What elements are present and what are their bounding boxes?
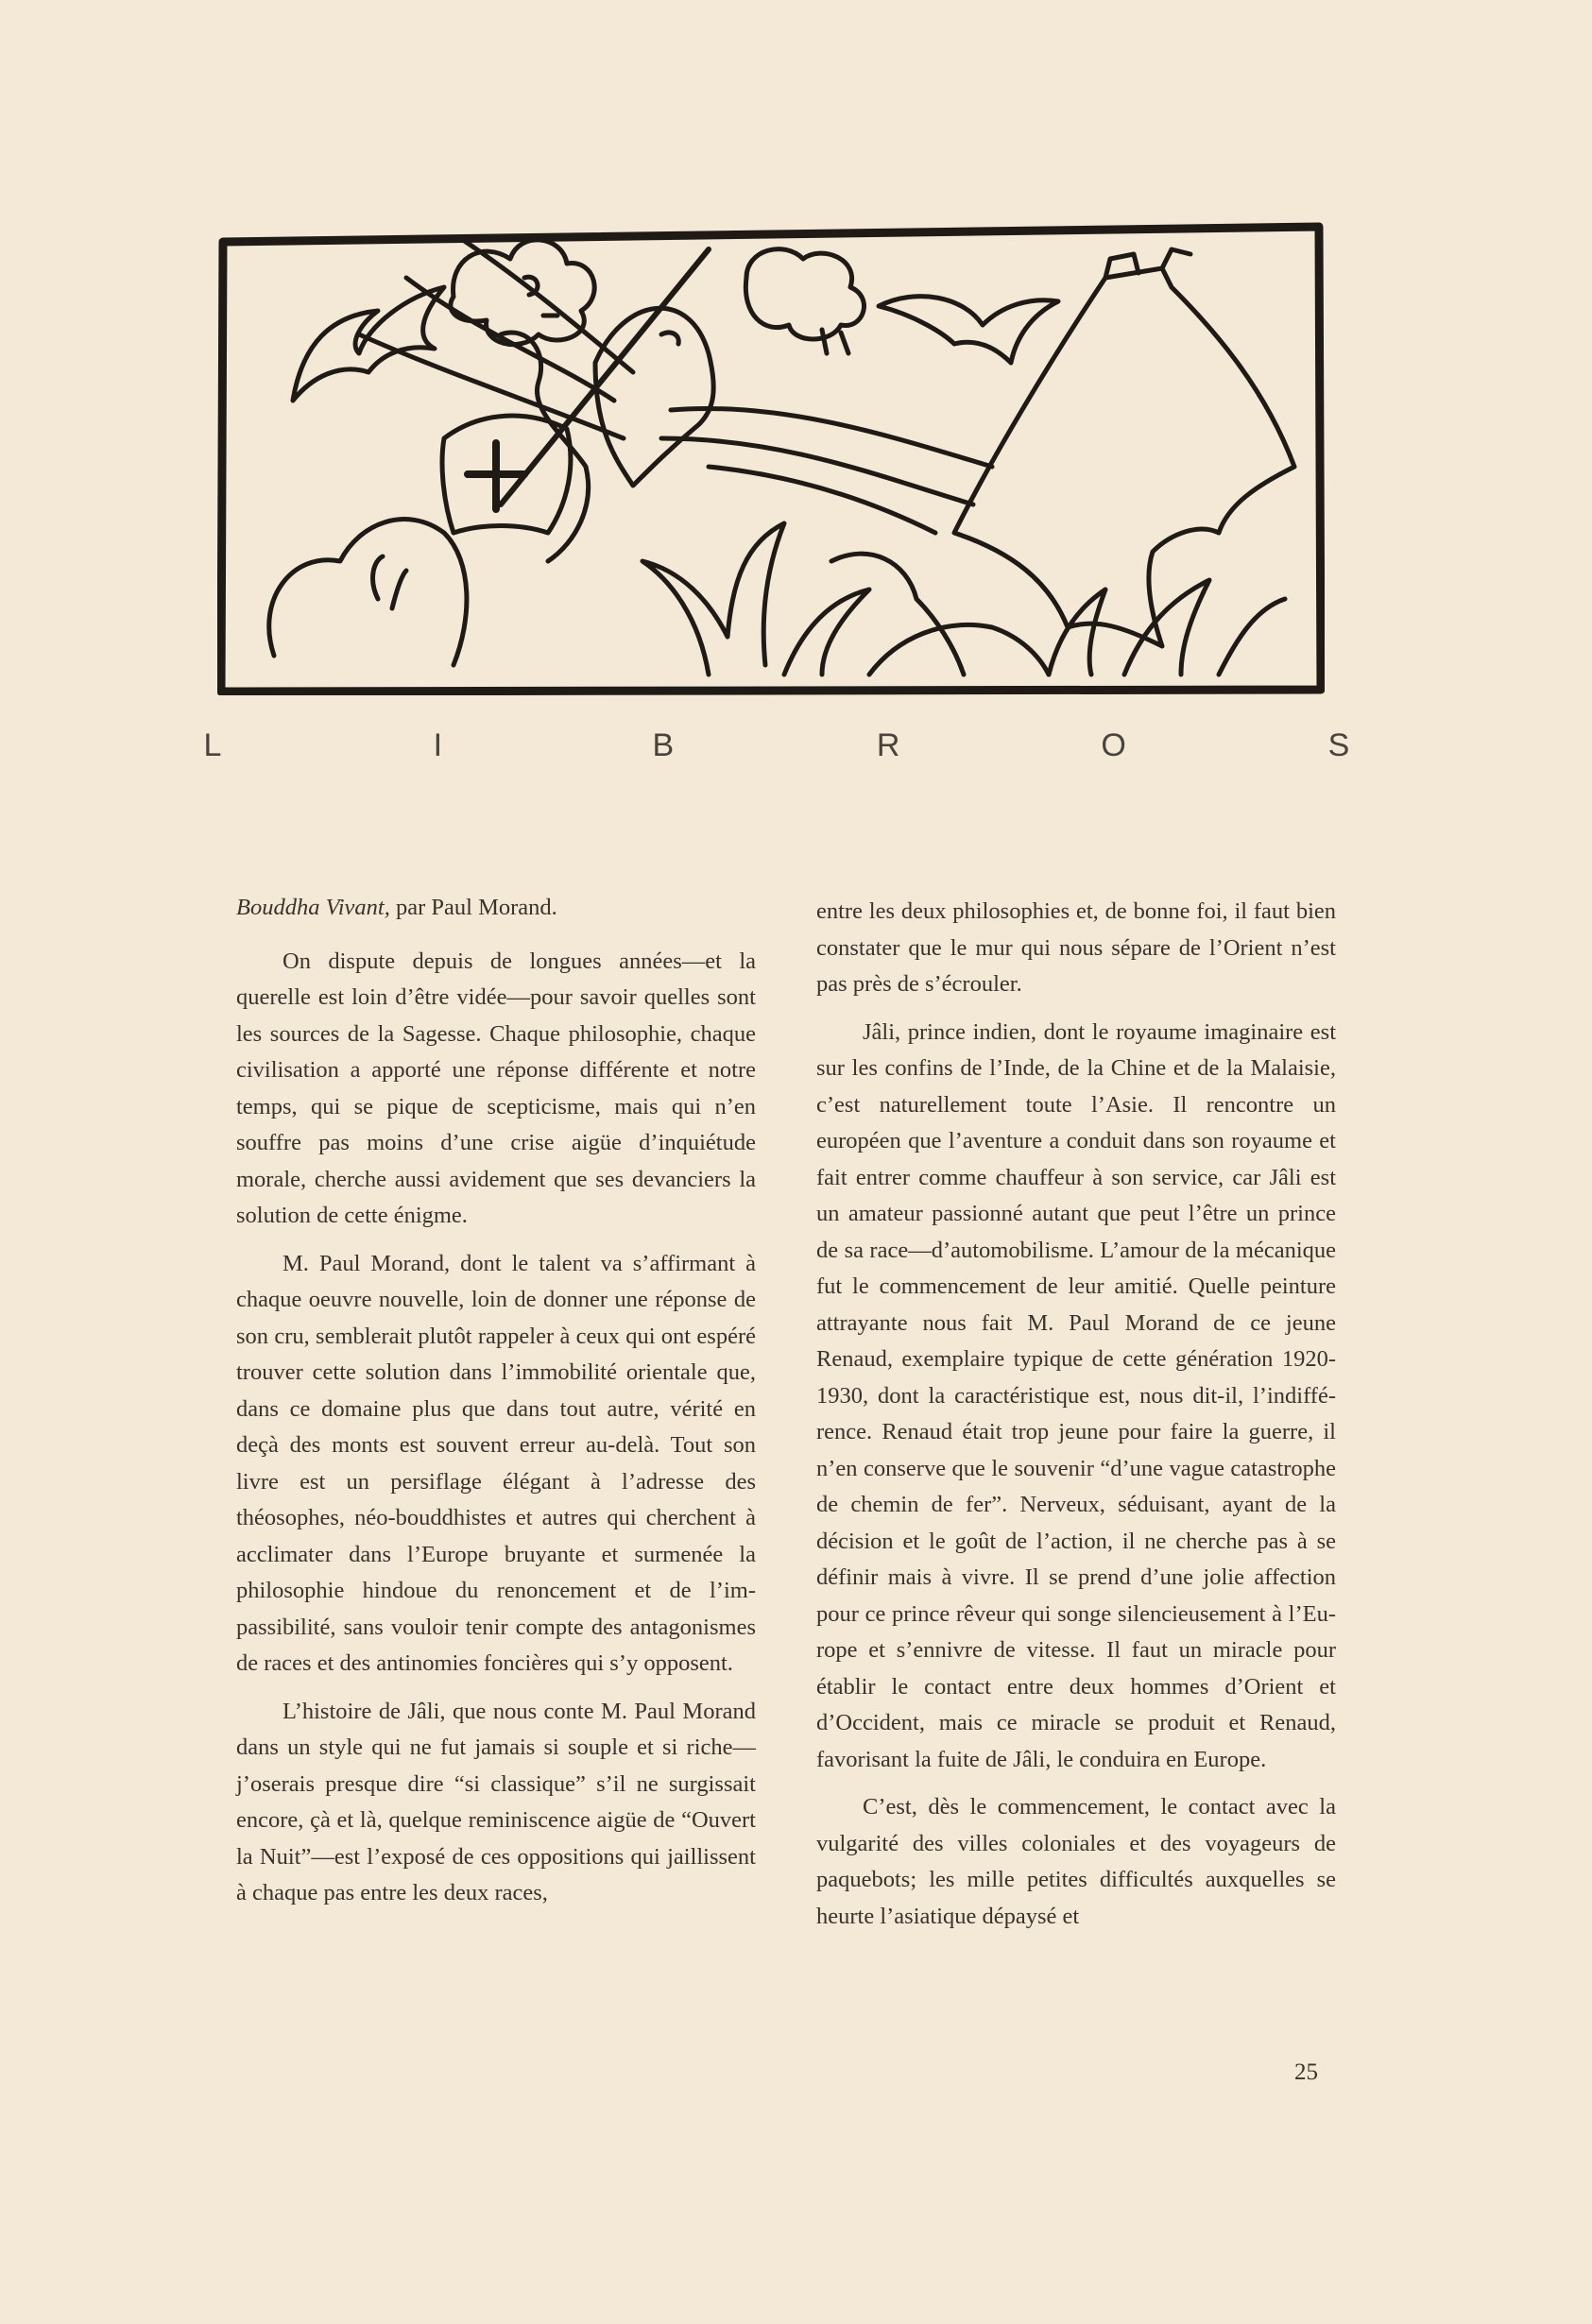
paragraph: L’histoire de Jâli, que nous conte M. Paul Morand dans un style qui ne fut jamais si souple et si riche—j’oserais presque dire “si classique” s’il ne surgissait encore, çà et là, quelque reminiscence aigüe de “Ouvert la Nuit”—est l’exposé de ces oppositions qui jaillissent à chaque pas entre les deux races,: [236, 1698, 756, 1905]
swallow-left-icon: [293, 287, 444, 401]
woodcut-illustration: [217, 221, 1325, 695]
page-number: 25: [1294, 2059, 1318, 2085]
section-letter: O: [1101, 727, 1126, 763]
book-reference: [236, 890, 756, 927]
horse-head-icon: [595, 308, 713, 486]
mountain-icon: [954, 268, 1294, 646]
swallow-right-icon: [879, 297, 1058, 363]
section-letter: I: [433, 727, 443, 763]
book-author: par Paul Morand.: [389, 895, 557, 920]
right-column: [816, 894, 1336, 1946]
section-letter: R: [876, 727, 900, 763]
paragraph: C’est, dès le commencement, le contact avec la vulgarité des villes coloniales et des voyageurs de paquebots; les mille petites difficultés auxquelles se heurte l’asiatique dépaysé et: [816, 1794, 1336, 1929]
plants-icon: [642, 523, 869, 675]
section-title: [197, 722, 1355, 769]
section-letter: L: [203, 727, 222, 763]
paragraph: Jâli, prince indien, dont le royaume imaginaire est sur les confins de l’Inde, de la Chine et de la Malaisie, c’est naturellement toute l’Asie. Il rencontre un européen que l’aventure a conduit dans son royaume et fait entrer comme chauffeur à son service, car Jâli est un amateur passionné autant que peut l’être un prince de sa race—d’automobilisme. L’amour de la mécanique fut le commencement de leur amitié. Quelle peinture attrayante nous fait M. Paul Morand de ce jeune Renaud, exemplaire typique de cette génération 1920-1930, dont la caractéristique est, nous dit-il, l’indifférence. Renaud était trop jeune pour faire la guerre, il n’en conserve que le souvenir “d’une vague catastrophe de chemin de fer”. Nerveux, séduisant, ayant de la décision et le goût de l’action, il ne cherche pas à se définir mais à vivre. Il se prend d’une jolie affection pour ce prince rêveur qui songe silencieusement à l’Europe et s’ennivre de vitesse. Il faut un miracle pour établir le contact entre deux hommes d’Orient et d’Occident, mais ce miracle se produit et Renaud, favorisant la fuite de Jâli, le conduira en Europe.: [816, 1018, 1336, 1772]
paragraph: On dispute depuis de longues années—et la querelle est loin d’être vidée—pour savoir quelles sont les sources de la Sagesse. Chaque philosophie, chaque civilisation a apporté une réponse différente et notre temps, qui se pique de scepticisme, mais qui n’en souffre pas moins d’une crise aigüe d’inquiétude morale, cherche aussi avidement que ses devanciers la solution de cette énigme.: [236, 948, 756, 1228]
cloud-left-icon: [451, 240, 594, 345]
rock-left-icon: [269, 520, 467, 665]
book-title: Bouddha Vivant,: [236, 895, 390, 920]
left-column: [236, 890, 756, 1923]
paragraph: M. Paul Morand, dont le talent va s’affirmant à chaque oeuvre nouvelle, loin de donner une réponse de son cru, semblerait plutôt rappeler à ceux qui ont espéré trouver cette solution dans l’immobilité orientale que, dans ce domaine plus que dans tout autre, vérité en deçà des monts est souvent erreur au-delà. Tout son livre est un persiflage élégant à l’adresse des théosophes, néo-bouddhistes et autres qui cherchent à acclimater dans l’Europe bruyante et surmenée la philosophie hindoue du renoncement et de l’impassibilité, sans vouloir tenir compte des antagonismes de races et des antinomies foncières qui s’y opposent.: [236, 1250, 756, 1676]
cloud-right-icon: [745, 249, 864, 339]
section-letter: B: [652, 727, 675, 763]
section-letter: S: [1327, 727, 1350, 763]
paragraph: entre les deux philosophies et, de bonne foi, il faut bien constater que le mur qui nous sépare de l’Orient n’est pas près de s’écrouler.: [816, 898, 1336, 997]
